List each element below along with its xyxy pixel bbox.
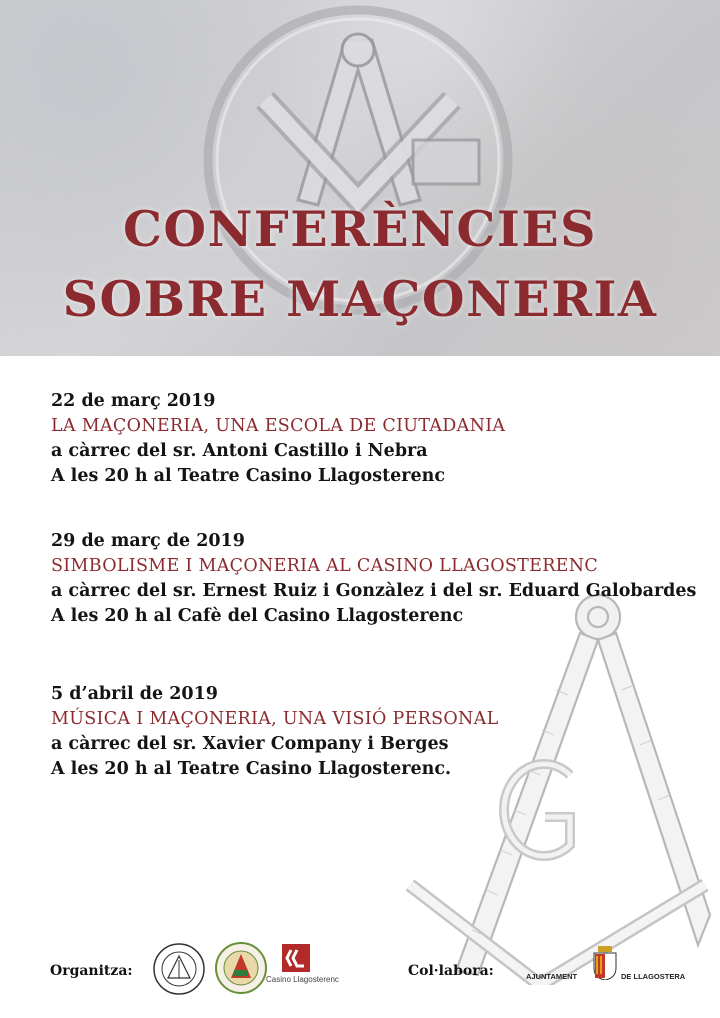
title-line-2: SOBRE MAÇONERIA: [62, 270, 658, 328]
event-3: [51, 682, 499, 782]
event-time-place: A les 20 h al Teatre Casino Llagosterenc.: [51, 759, 452, 779]
casino-llagosterenc-icon: [282, 944, 310, 972]
lodge-seal-icon: [214, 940, 268, 996]
event-lecturer: a càrrec del sr. Antoni Castillo i Nebra: [51, 441, 428, 461]
event-talk-title: LA MAÇONERIA, UNA ESCOLA DE CIUTADANIA: [51, 416, 506, 436]
gran-orient-seal-icon: [152, 942, 206, 996]
title-line-1: CONFERÈNCIES: [122, 200, 598, 258]
event-talk-title: SIMBOLISME I MAÇONERIA AL CASINO LLAGOSTERENC: [51, 556, 599, 576]
event-lecturer: a càrrec del sr. Xavier Company i Berges: [51, 734, 449, 754]
casino-caption: Casino Llagosterenc: [266, 975, 339, 984]
ajuntament-left-text: AJUNTAMENT: [526, 972, 578, 981]
llagostera-crest-icon: [592, 946, 618, 980]
event-date: 29 de març de 2019: [51, 531, 245, 551]
ajuntament-right-text: DE LLAGOSTERA: [621, 972, 686, 981]
organitza-label: Organitza:: [50, 963, 133, 979]
event-time-place: A les 20 h al Cafè del Casino Llagosterenc: [51, 606, 464, 626]
hero-banner: [0, 0, 720, 356]
square-and-compass-g-icon: [360, 585, 720, 985]
event-talk-title: MÚSICA I MAÇONERIA, UNA VISIÓ PERSONAL: [51, 709, 499, 729]
casino-llagosterenc-logo: [266, 944, 339, 984]
event-1: [51, 389, 505, 489]
event-2: [51, 529, 696, 629]
event-time-place: A les 20 h al Teatre Casino Llagosterenc: [51, 466, 446, 486]
event-date: 22 de març 2019: [51, 391, 216, 411]
event-date: 5 d’abril de 2019: [51, 684, 218, 704]
collabora-label: Col·labora:: [408, 963, 494, 979]
event-lecturer: a càrrec del sr. Ernest Ruiz i Gonzàlez i del sr. Eduard Galobardes: [51, 581, 697, 601]
